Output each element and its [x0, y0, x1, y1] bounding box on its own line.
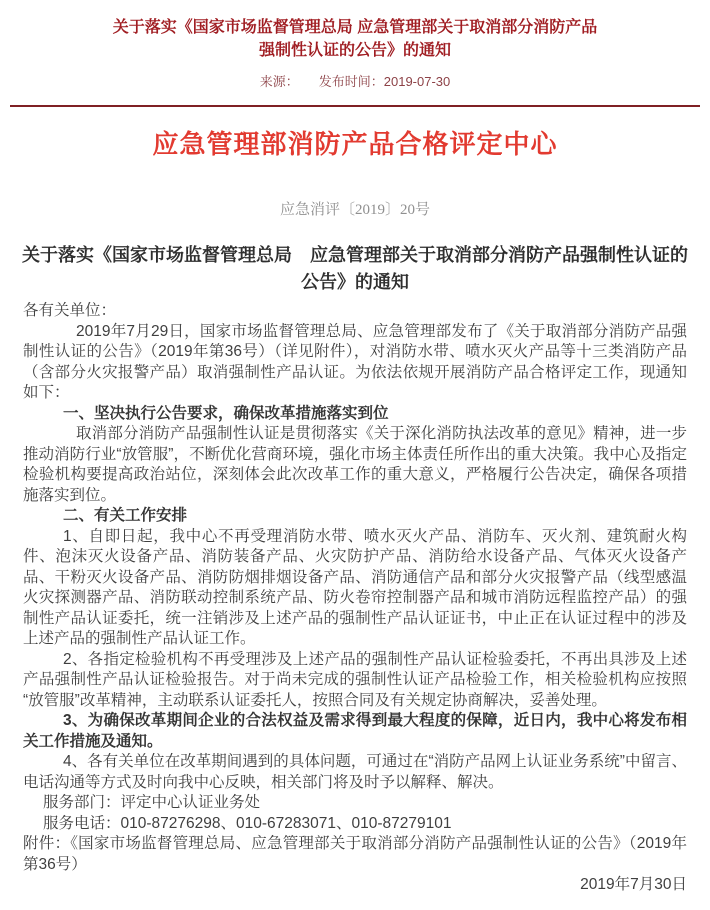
- section-2-heading: 二、有关工作安排: [63, 507, 188, 524]
- work-item-3: 3、为确保改革期间企业的合法权益及需求得到最大程度的保障，近日内，我中心将发布相关工作措施及通知。: [23, 712, 687, 750]
- publish-time-label: 发布时间：: [318, 74, 384, 89]
- source-label: 来源：: [259, 74, 299, 89]
- work-item-2: 2、各指定检验机构不再受理涉及上述产品的强制性产品认证检验委托，不再出具涉及上述产品强制性产品认证检验报告。对于尚未完成的强制性认证产品检验工作，相关检验机构应按照“放管服”改革精神，主动联系认证委托人，按照合同及有关规定协商解决，妥善处理。: [23, 650, 687, 709]
- doc-body: [0, 301, 710, 896]
- header-divider: [10, 105, 700, 107]
- salutation: 各有关单位：: [23, 302, 117, 319]
- service-department: 服务部门：评定中心认证业务处: [43, 794, 261, 811]
- attachment-line: 附件：《国家市场监督管理总局、应急管理部关于取消部分消防产品强制性认证的公告》（2019年第36号）: [23, 835, 687, 873]
- doc-title: 关于落实《国家市场监督管理总局 应急管理部关于取消部分消防产品强制性认证的公告》的通知: [22, 245, 688, 292]
- work-item-4: 4、各有关单位在改革期间遇到的具体问题，可通过在“消防产品网上认证业务系统”中留言、电话沟通等方式及时向我中心反映，相关部门将及时予以解释、解决。: [23, 753, 687, 791]
- service-phone: 服务电话：010-87276298、010-67283071、010-87279101: [43, 814, 452, 832]
- intro-paragraph: 2019年7月29日，国家市场监督管理总局、应急管理部发布了《关于取消部分消防产品强制性认证的公告》（2019年第36号）（详见附件），对消防水带、喷水灭火产品等十三类消防产品（含部分火灾报警产品）取消强制性产品认证。为依法依规开展消防产品合格评定工作，现通知如下：: [23, 322, 687, 401]
- section-1-heading: 一、坚决执行公告要求，确保改革措施落实到位: [63, 404, 389, 422]
- doc-number: 应急消评〔2019〕20号: [279, 202, 430, 218]
- work-item-1: 1、自即日起，我中心不再受理消防水带、喷水灭火产品、消防车、灭火剂、建筑耐火构件、泡沫灭火设备产品、消防装备产品、火灾防护产品、消防给水设备产品、气体灭火设备产品、干粉灭火设备产品、消防防烟排烟设备产品、消防通信产品和部分火灾报警产品（线型感温火灾探测器产品、消防联动控制系统产品、防火卷帘控制器产品和城市消防远程监控产品）的强制性产品认证委托，统一注销涉及上述产品的强制性产品认证证书，中止正在认证过程中的涉及上述产品的强制性产品认证工作。: [23, 527, 687, 647]
- publish-date: 2019-07-30: [383, 74, 451, 89]
- letterhead-org-name: 应急管理部消防产品合格评定中心: [152, 130, 558, 159]
- page-title: 关于落实《国家市场监督管理总局 应急管理部关于取消部分消防产品强制性认证的公告》的通知: [112, 19, 598, 59]
- article-meta: [0, 73, 710, 90]
- section-1-paragraph: 取消部分消防产品强制性认证是贯彻落实《关于深化消防执法改革的意见》精神，进一步推动消防行业“放管服”，不断优化营商环境，强化市场主体责任所作出的重大决策。我中心及指定检验机构要提高政治站位，深刻体会此次改革工作的重大意义，严格履行公告决定，确保各项措施落实到位。: [23, 425, 687, 504]
- sign-date: 2019年7月30日: [580, 876, 687, 893]
